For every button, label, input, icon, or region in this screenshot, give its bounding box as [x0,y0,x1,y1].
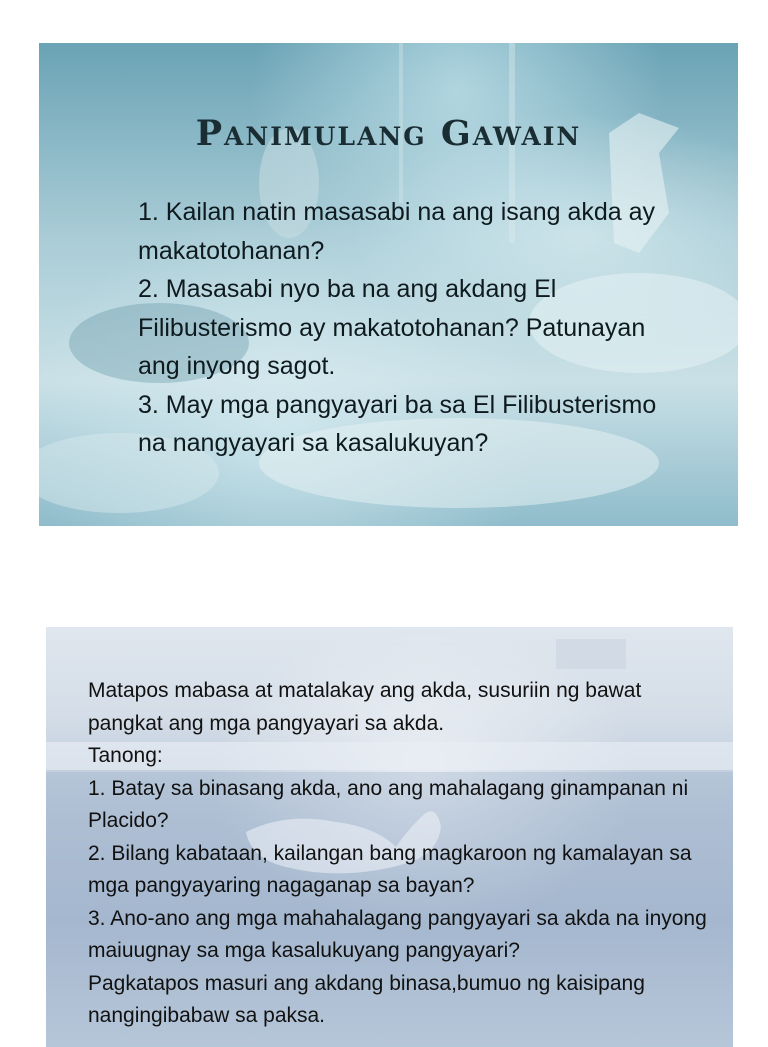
question-list [138,193,658,463]
question-2: 2. Masasabi nyo ba na ang akdang El Filibusterismo ay makatotohanan? Patunayan ang inyong sagot. [138,275,646,380]
slide-tanong [46,627,733,1047]
slide-title: Panimulang Gawain [195,113,582,154]
tanong-3: 3. Ano-ano ang mga mahahalagang pangyayari sa akda na inyong maiuugnay sa mga kasalukuyang pangyayari? [88,906,707,962]
instructions-text [88,675,708,1033]
tanong-1: 1. Batay sa binasang akda, ano ang mahalagang ginampanan ni Placido? [88,776,689,832]
tanong-2: 2. Bilang kabataan, kailangan bang magkaroon ng kamalayan sa mga pangyayaring nagaganap sa bayan? [88,841,692,897]
question-3: 3. May mga pangyayari ba sa El Filibusterismo na nangyayari sa kasalukuyan? [138,390,657,457]
intro-line: Matapos mabasa at matalakay ang akda, susuriin ng bawat pangkat ang mga pangyayari sa akda. [88,679,642,735]
slide-panimulang-gawain [39,43,738,526]
question-1: 1. Kailan natin masasabi na ang isang akda ay makatotohanan? [138,198,656,265]
tanong-label: Tanong: [88,744,163,767]
closing-line: Pagkatapos masuri ang akdang binasa,bumuo ng kaisipang nangingibabaw sa paksa. [88,971,645,1027]
